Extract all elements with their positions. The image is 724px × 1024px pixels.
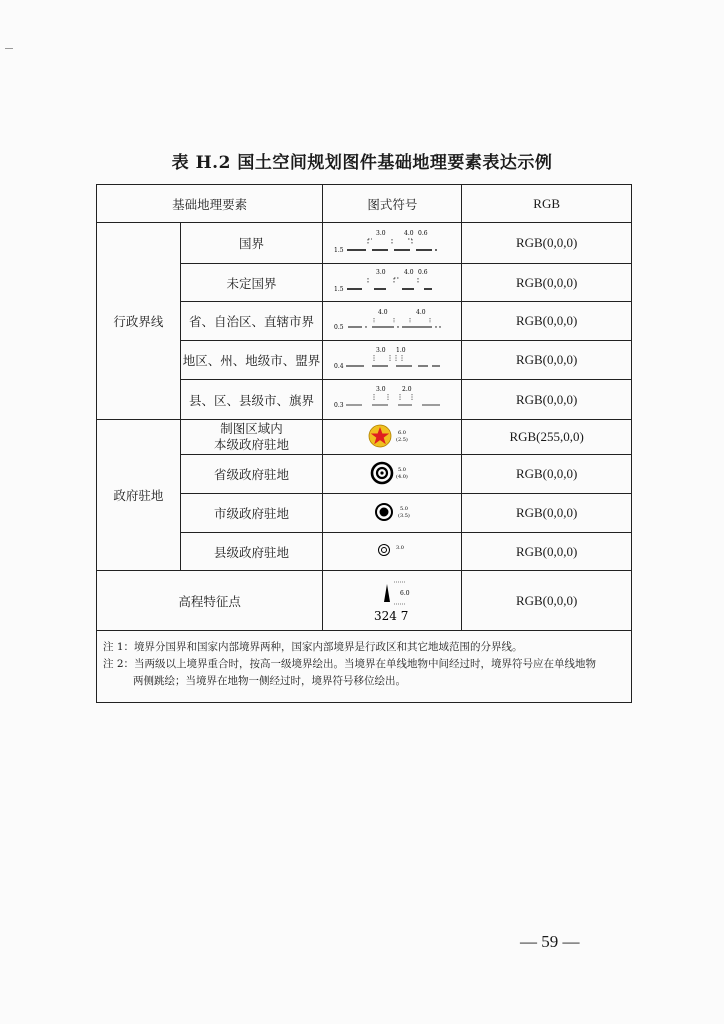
scan-mark — [5, 48, 13, 49]
dim-label: 0.4 — [334, 362, 344, 370]
dim-label: 4.0 — [378, 308, 388, 316]
dim-label: 5.0 — [400, 505, 409, 512]
prefecture-boundary-symbol — [332, 344, 452, 374]
header-rgb: RGB — [462, 185, 632, 223]
rgb-value: RGB(255,0,0) — [462, 420, 632, 455]
dim-label: 1.5 — [334, 286, 344, 293]
group-elevation: 高程特征点 — [97, 571, 323, 631]
row-label: 国界 — [180, 223, 323, 264]
rgb-value: RGB(0,0,0) — [462, 571, 632, 631]
elevation-point-icon — [332, 574, 452, 624]
dim-label: 5.0 — [398, 466, 407, 473]
rgb-value: RGB(0,0,0) — [462, 494, 632, 533]
undetermined-boundary-symbol — [332, 266, 452, 296]
rgb-value: RGB(0,0,0) — [462, 380, 632, 420]
row-label: 未定国界 — [180, 264, 323, 302]
notes-row — [97, 631, 632, 703]
symbol-cell — [323, 341, 462, 380]
dim-label: 3.0 — [376, 269, 386, 276]
dim-label: 4.0 — [404, 269, 414, 276]
row-label: 地区、州、地级市、盟界 — [180, 341, 323, 380]
national-boundary-symbol — [332, 227, 452, 257]
dim-label: 0.6 — [418, 269, 428, 276]
symbol-cell — [323, 302, 462, 341]
note-1: 注 1：境界分国界和国家内部境界两种，国家内部境界是行政区和其它地域范围的分界线。 — [103, 641, 523, 653]
dim-label: 2.0 — [402, 386, 412, 393]
row-label-line: 本级政府驻地 — [214, 437, 290, 452]
rgb-value: RGB(0,0,0) — [462, 223, 632, 264]
rgb-value: RGB(0,0,0) — [462, 341, 632, 380]
group-government: 政府驻地 — [97, 420, 181, 571]
symbol-cell — [323, 533, 462, 571]
dim-label: 1.5 — [334, 246, 344, 254]
dim-label: 0.6 — [418, 229, 428, 237]
dim-label: 3.0 — [376, 346, 386, 354]
row-label: 市级政府驻地 — [180, 494, 323, 533]
rgb-value: RGB(0,0,0) — [462, 264, 632, 302]
dim-label: 3.0 — [376, 386, 386, 393]
notes-cell — [97, 631, 632, 703]
table-title: 表 H.2 国土空间规划图件基础地理要素表达示例 — [171, 153, 553, 173]
rgb-value: RGB(0,0,0) — [462, 455, 632, 494]
legend-table — [96, 184, 632, 703]
symbol-cell — [323, 223, 462, 264]
rgb-value: RGB(0,0,0) — [462, 533, 632, 571]
row-label — [180, 420, 323, 455]
row-label: 县、区、县级市、旗界 — [180, 380, 323, 420]
table-row — [97, 571, 632, 631]
header-element: 基础地理要素 — [97, 185, 323, 223]
dim-label: 3.0 — [376, 229, 386, 237]
dim-label: 0.5 — [334, 323, 344, 331]
dim-label: (4.0) — [396, 473, 409, 480]
dim-label: 3.0 — [396, 545, 405, 551]
dim-label: 6.0 — [398, 429, 407, 436]
row-label: 省级政府驻地 — [180, 455, 323, 494]
symbol-cell — [323, 571, 462, 631]
capital-star-icon — [332, 421, 452, 451]
note-2-continued: 两侧跳绘；当境界在地物一侧经过时，境界符号移位绘出。 — [133, 675, 406, 687]
header-row — [97, 185, 632, 223]
dim-label: 1.0 — [396, 346, 406, 354]
symbol-cell — [323, 380, 462, 420]
note-2: 注 2：当两级以上境界重合时，按高一级境界绘出。当境界在单线地物中间经过时，境界符号应在单线地物 — [103, 658, 597, 670]
row-label-line: 制图区域内 — [220, 421, 283, 436]
elevation-value: 324 7 — [374, 609, 409, 623]
city-seat-icon — [332, 497, 452, 527]
symbol-cell — [323, 420, 462, 455]
dim-label: 4.0 — [416, 308, 426, 316]
symbol-cell — [323, 264, 462, 302]
dim-label: 0.3 — [334, 402, 344, 409]
group-boundary: 行政界线 — [97, 223, 181, 420]
rgb-value: RGB(0,0,0) — [462, 302, 632, 341]
header-symbol: 图式符号 — [323, 185, 462, 223]
table-row — [97, 420, 632, 455]
dim-label: 4.0 — [404, 229, 414, 237]
row-label: 省、自治区、直辖市界 — [180, 302, 323, 341]
county-seat-icon — [332, 535, 452, 565]
dim-label: (3.5) — [398, 512, 411, 519]
symbol-cell — [323, 455, 462, 494]
page-number: — 59 — — [520, 932, 580, 951]
dim-label: (2.5) — [396, 436, 409, 443]
county-boundary-symbol — [332, 383, 452, 413]
provincial-seat-icon — [332, 458, 452, 488]
provincial-boundary-symbol — [332, 305, 452, 335]
row-label: 县级政府驻地 — [180, 533, 323, 571]
symbol-cell — [323, 494, 462, 533]
table-row — [97, 223, 632, 264]
dim-label: 6.0 — [400, 590, 410, 597]
